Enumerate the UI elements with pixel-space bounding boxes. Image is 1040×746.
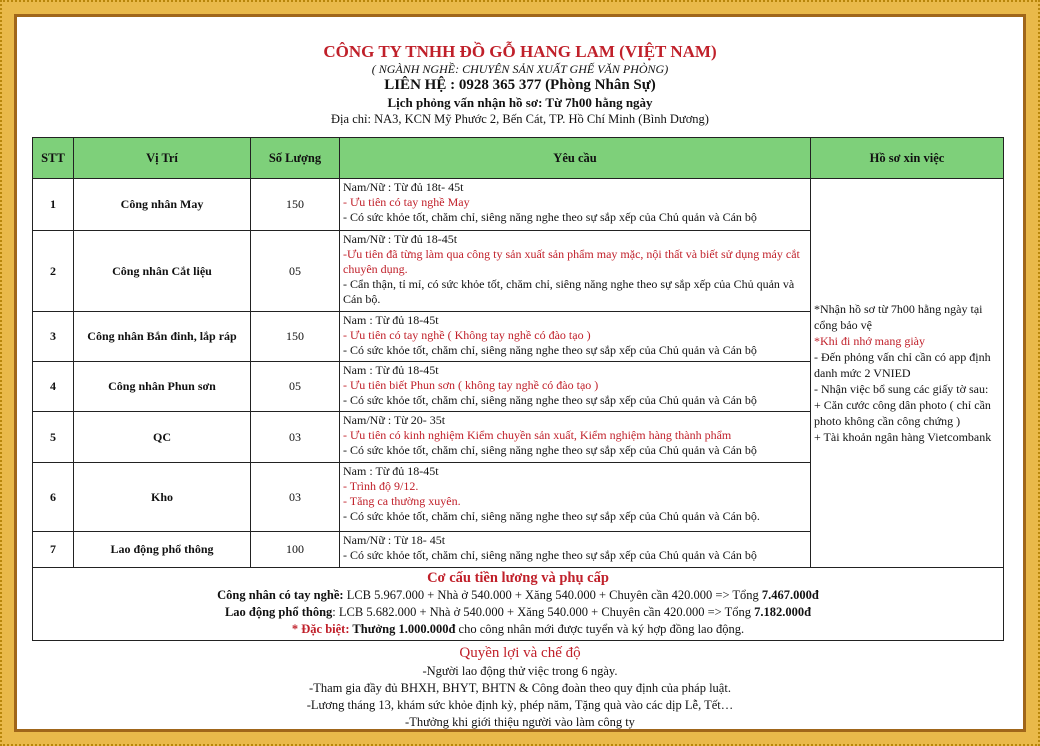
req-line: Nam : Từ đủ 18-45t <box>343 464 439 478</box>
req-line: - Cẩn thận, tỉ mỉ, có sức khỏe tốt, chăm chỉ, siêng năng nghe theo sự sắp xếp của Chủ quản và Cán bộ. <box>343 277 795 306</box>
stt: 4 <box>33 362 74 412</box>
company-name: CÔNG TY TNHH ĐỒ GỖ HANG LAM (VIỆT NAM) <box>323 42 717 61</box>
salary-section <box>33 568 1004 641</box>
benefits-section <box>0 644 1040 731</box>
req-line: - Ưu tiên có tay nghề ( Không tay nghề có đào tạo ) <box>343 328 591 342</box>
doc-line: + Căn cước công dân photo ( chỉ cần photo không cần công chứng ) <box>814 398 991 428</box>
salary-title: Cơ cấu tiền lương và phụ cấp <box>427 570 609 586</box>
doc-line: *Nhận hồ sơ từ 7h00 hằng ngày tại cổng bảo vệ <box>814 302 983 332</box>
salary-skilled: Công nhân có tay nghề: LCB 5.967.000 + Nhà ở 540.000 + Xăng 540.000 + Chuyên cần 420.000 => Tổng 7.467.000đ <box>217 588 819 602</box>
req-line: Nam : Từ đủ 18-45t <box>343 313 439 327</box>
col-documents: Hồ sơ xin việc <box>811 138 1004 179</box>
requirements <box>340 231 811 312</box>
req-line: - Có sức khỏe tốt, chăm chỉ, siêng năng nghe theo sự sắp xếp của Chủ quản và Cán bộ <box>343 393 757 407</box>
doc-line: + Tài khoản ngân hàng Vietcombank <box>814 430 992 444</box>
stt: 2 <box>33 231 74 312</box>
req-line: Nam/Nữ : Từ 20- 35t <box>343 413 446 427</box>
col-position: Vị Trí <box>74 138 251 179</box>
col-requirements: Yêu cầu <box>340 138 811 179</box>
stt: 7 <box>33 532 74 568</box>
col-qty: Số Lượng <box>251 138 340 179</box>
qty: 05 <box>251 231 340 312</box>
jobs-table <box>32 137 1004 641</box>
req-line: - Có sức khỏe tốt, chăm chỉ, siêng năng nghe theo sự sắp xếp của Chủ quản và Cán bộ <box>343 343 757 357</box>
requirements <box>340 312 811 362</box>
salary-special: * Đặc biệt: Thưởng 1.000.000đ cho công nhân mới được tuyển và ký hợp đồng lao động. <box>291 622 745 636</box>
table-header <box>33 138 1004 179</box>
industry: ( NGÀNH NGHỀ: CHUYÊN SẢN XUẤT GHẾ VĂN PHÒNG) <box>371 62 669 76</box>
req-line: Nam/Nữ : Từ đủ 18-45t <box>343 232 458 246</box>
stt: 6 <box>33 463 74 532</box>
col-stt: STT <box>33 138 74 179</box>
req-line: - Có sức khỏe tốt, chăm chỉ, siêng năng nghe theo sự sắp xếp của Chủ quản và Cán bộ <box>343 548 757 562</box>
position: Công nhân Phun sơn <box>74 362 251 412</box>
req-line: - Trình độ 9/12. <box>343 479 419 493</box>
qty: 100 <box>251 532 340 568</box>
requirements <box>340 412 811 463</box>
position: Công nhân May <box>74 179 251 231</box>
requirements <box>340 362 811 412</box>
req-line: - Có sức khỏe tốt, chăm chỉ, siêng năng nghe theo sự sắp xếp của Chủ quản và Cán bộ <box>343 210 757 224</box>
doc-line: - Nhận việc bổ sung các giấy tờ sau: <box>814 382 989 396</box>
req-line: - Tăng ca thường xuyên. <box>343 494 461 508</box>
req-line: - Ưu tiên biết Phun sơn ( không tay nghề có đào tạo ) <box>343 378 599 392</box>
stt: 5 <box>33 412 74 463</box>
qty: 03 <box>251 463 340 532</box>
position: Kho <box>74 463 251 532</box>
contact: LIÊN HỆ : 0928 365 377 (Phòng Nhân Sự) <box>384 77 656 93</box>
position: Lao động phổ thông <box>74 532 251 568</box>
address: Địa chỉ: NA3, KCN Mỹ Phước 2, Bến Cát, TP. Hồ Chí Minh (Bình Dương) <box>331 112 709 126</box>
qty: 03 <box>251 412 340 463</box>
stt: 3 <box>33 312 74 362</box>
qty: 150 <box>251 312 340 362</box>
salary-general: Lao động phổ thông: LCB 5.682.000 + Nhà ở 540.000 + Xăng 540.000 + Chuyên cần 420.000 => Tổng 7.182.000đ <box>224 605 812 619</box>
benefit-item: -Tham gia đầy đủ BHXH, BHYT, BHTN & Công đoàn theo quy định của pháp luật. <box>309 681 731 695</box>
position: QC <box>74 412 251 463</box>
stt: 1 <box>33 179 74 231</box>
benefit-item: -Lương tháng 13, khám sức khỏe định kỳ, phép năm, Tặng quà vào các dịp Lễ, Tết… <box>306 698 734 712</box>
req-line: -Ưu tiên đã từng làm qua công ty sản xuất sản phẩm may mặc, nội thất và biết sử dụng máy cắt chuyên dụng. <box>343 247 800 276</box>
position: Công nhân Bắn đinh, lắp ráp <box>74 312 251 362</box>
requirements <box>340 179 811 231</box>
benefit-item: -Người lao động thử việc trong 6 ngày. <box>422 664 618 678</box>
requirements <box>340 532 811 568</box>
page-header <box>0 42 1040 127</box>
doc-line: - Đến phỏng vấn chỉ cần có app định danh mức 2 VNIED <box>814 350 991 380</box>
doc-line: *Khi đi nhớ mang giày <box>814 334 925 348</box>
req-line: Nam : Từ đủ 18-45t <box>343 363 439 377</box>
req-line: - Ưu tiên có kinh nghiệm Kiểm chuyền sản xuất, Kiểm nghiệm hàng thành phẩm <box>343 428 732 442</box>
position: Công nhân Cắt liệu <box>74 231 251 312</box>
req-line: - Ưu tiên có tay nghề May <box>343 195 470 209</box>
qty: 150 <box>251 179 340 231</box>
req-line: - Có sức khỏe tốt, chăm chỉ, siêng năng nghe theo sự sắp xếp của Chủ quản và Cán bộ <box>343 443 757 457</box>
documents <box>811 179 1004 568</box>
qty: 05 <box>251 362 340 412</box>
req-line: - Có sức khỏe tốt, chăm chỉ, siêng năng nghe theo sự sắp xếp của Chủ quản và Cán bộ. <box>343 509 760 523</box>
table-row <box>33 179 1004 231</box>
benefits-title: Quyền lợi và chế độ <box>459 645 581 661</box>
interview-schedule: Lịch phỏng vấn nhận hồ sơ: Từ 7h00 hằng ngày <box>387 95 653 110</box>
requirements <box>340 463 811 532</box>
req-line: Nam/Nữ : Từ đủ 18t- 45t <box>343 180 464 194</box>
benefit-item: -Thưởng khi giới thiệu người vào làm công ty <box>405 715 635 729</box>
req-line: Nam/Nữ : Từ 18- 45t <box>343 533 446 547</box>
